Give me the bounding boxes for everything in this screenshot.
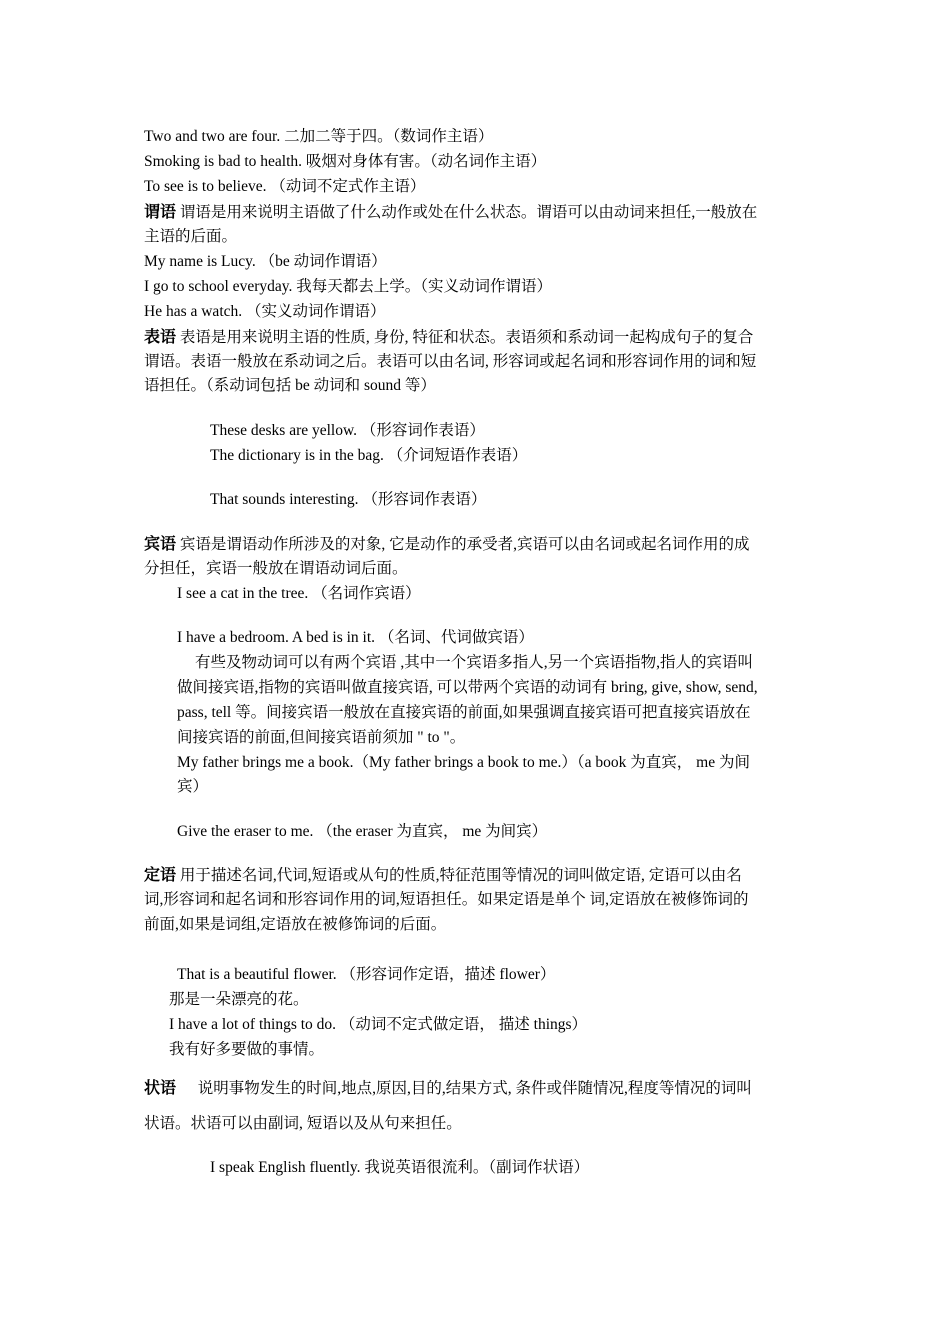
attributive-desc-1: 用于描述名词,代词,短语或从句的性质,特征范围等情况的词叫做定语, 定语可以由名 [179, 867, 742, 884]
adverbial-paragraph-line-1 [144, 1075, 752, 1101]
attributive-term: 定语 [144, 865, 177, 884]
predicate-term: 谓语 [144, 202, 177, 221]
predicative-term: 表语 [144, 327, 177, 346]
object-paragraph-line-1 [144, 531, 750, 557]
object-note-3: pass, tell 等。间接宾语一般放在直接宾语的前面,如果强调直接宾语可把直接宾语放在 [177, 704, 751, 721]
object-note-2: 做间接宾语,指物的宾语叫做直接宾语, 可以带两个宾语的动词有 bring, give, show, send, [177, 679, 758, 696]
attributive-paragraph-line-1 [144, 862, 742, 888]
attributive-example-1-zh: 那是一朵漂亮的花。 [169, 991, 309, 1008]
subject-example-3: To see is to believe. （动词不定式作主语） [144, 178, 426, 195]
object-example-4: Give the eraser to me. （the eraser 为直宾， me 为间宾） [177, 823, 548, 840]
predicative-paragraph-line-1 [144, 324, 753, 350]
object-note-1: 有些及物动词可以有两个宾语 ,其中一个宾语多指人,另一个宾语指物,指人的宾语叫 [195, 654, 754, 671]
object-note-4: 间接宾语的前面,但间接宾语前须加 " to "。 [177, 729, 466, 746]
adverbial-term: 状语 [144, 1078, 177, 1097]
predicative-desc-1: 表语是用来说明主语的性质, 身份, 特征和状态。表语须和系动词一起构成句子的复合 [179, 329, 754, 346]
adverbial-desc-1: 说明事物发生的时间,地点,原因,目的,结果方式, 条件或伴随情况,程度等情况的词叫 [197, 1080, 752, 1097]
subject-example-2: Smoking is bad to health. 吸烟对身体有害。（动名词作主语） [144, 153, 547, 170]
predicative-desc-3: 语担任。（系动词包括 be 动词和 sound 等） [144, 377, 436, 394]
predicate-desc-1: 谓语是用来说明主语做了什么动作或处在什么状态。谓语可以由动词来担任,一般放在 [179, 204, 758, 221]
predicate-example-1: My name is Lucy. （be 动词作谓语） [144, 253, 387, 270]
object-example-2: I have a bedroom. A bed is in it. （名词、代词做宾语） [177, 629, 534, 646]
attributive-desc-3: 前面,如果是词组,定语放在被修饰词的后面。 [144, 916, 447, 933]
predicative-desc-2: 谓语。表语一般放在系动词之后。表语可以由名词, 形容词或起名词和形容词作用的词和短 [144, 353, 757, 370]
subject-example-1: Two and two are four. 二加二等于四。（数词作主语） [144, 128, 494, 145]
predicative-example-2: The dictionary is in the bag. （介词短语作表语） [210, 447, 528, 464]
predicate-desc-2: 主语的后面。 [144, 228, 238, 245]
object-example-3-line-1: My father brings me a book.（My father brings a book to me.）（a book 为直宾， me 为间 [177, 754, 750, 771]
object-term: 宾语 [144, 534, 177, 553]
object-example-3-line-2: 宾） [177, 778, 209, 795]
predicate-example-2: I go to school everyday. 我每天都去上学。（实义动词作谓语） [144, 278, 552, 295]
attributive-desc-2: 词,形容词和起名词和形容词作用的词,短语担任。如果定语是单个 词,定语放在被修饰词的 [144, 891, 749, 908]
attributive-example-2: I have a lot of things to do. （动词不定式做定语， 描述 things） [169, 1016, 588, 1033]
predicative-example-3: That sounds interesting. （形容词作表语） [210, 491, 487, 508]
attributive-example-2-zh: 我有好多要做的事情。 [169, 1041, 325, 1058]
predicate-paragraph-line-1 [144, 199, 757, 225]
predicate-example-3: He has a watch. （实义动词作谓语） [144, 303, 386, 320]
object-desc-1: 宾语是谓语动作所涉及的对象, 它是动作的承受者,宾语可以由名词或起名词作用的成 [179, 536, 750, 553]
object-desc-2: 分担任，宾语一般放在谓语动词后面。 [144, 560, 408, 577]
predicative-example-1: These desks are yellow. （形容词作表语） [210, 422, 485, 439]
attributive-example-1: That is a beautiful flower. （形容词作定语，描述 flower） [177, 966, 556, 983]
adverbial-example-1: I speak English fluently. 我说英语很流利。（副词作状语） [210, 1159, 590, 1176]
adverbial-desc-2: 状语。状语可以由副词, 短语以及从句来担任。 [144, 1115, 462, 1132]
object-example-1: I see a cat in the tree. （名词作宾语） [177, 585, 421, 602]
